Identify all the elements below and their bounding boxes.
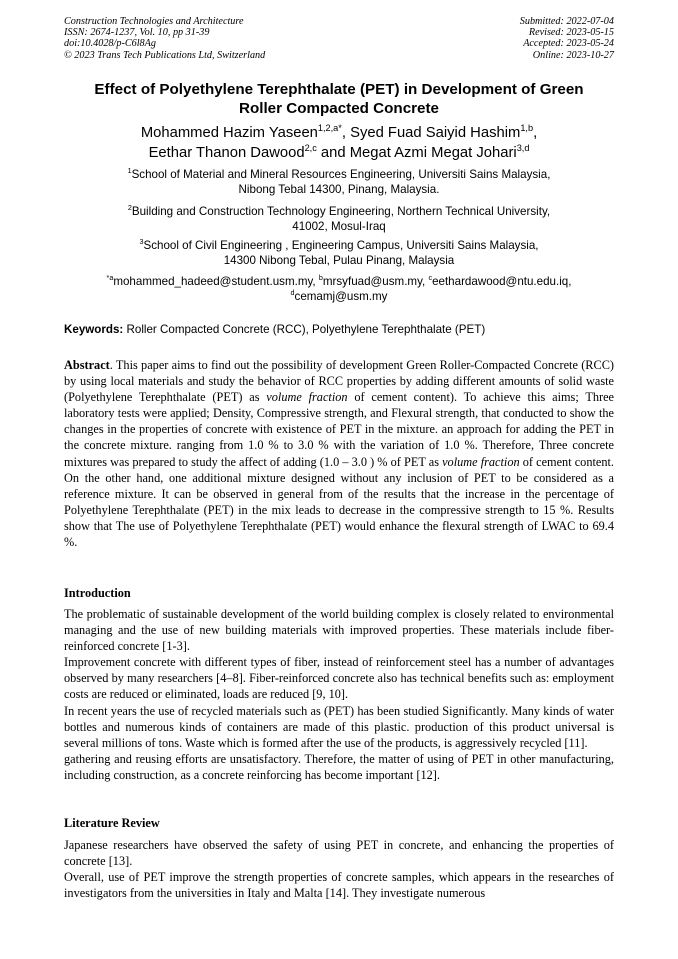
doi-line: doi:10.4028/p-C6l8Ag	[64, 38, 156, 50]
accepted-date: Accepted: 2023-05-24	[523, 38, 614, 50]
affiliation-1	[64, 168, 614, 197]
email-address: cemamj@usm.my	[294, 289, 388, 303]
title-line-2: Roller Compacted Concrete	[238, 99, 439, 117]
submitted-date: Submitted: 2022-07-04	[519, 16, 614, 27]
affiliation-superscript: 2	[127, 203, 132, 213]
abstract-text: of cement content). To achieve this aims; Three laboratory tests were applied; Density, Compressive strength, and Flexural strength, that conducted to show the changes in the properties of concrete with existence of PET in the mixture. an approach for adding the PET in the concrete mixture. ranging from 1.0 % to 3.0 % with the variation of 1.0 %. Therefore, Three concrete mixtures was prepared to study the affect of adding (1.0 – 3.0 ) % of PET as	[64, 390, 615, 469]
abstract-emphasis: volume fraction	[266, 390, 348, 405]
affiliation-superscript: 3	[139, 237, 144, 247]
author-separator: ,	[533, 125, 538, 141]
email-superscript: c	[428, 273, 433, 283]
email-superscript: *a	[106, 273, 114, 283]
email-superscript: d	[290, 287, 295, 297]
email-superscript: b	[318, 273, 323, 283]
authors-line-1	[64, 124, 614, 144]
journal-info	[64, 16, 265, 61]
authors-line-2	[64, 144, 614, 164]
publication-dates	[520, 16, 614, 61]
author-name: Syed Fuad Saiyid Hashim	[350, 125, 521, 141]
abstract-emphasis: volume fraction	[442, 454, 520, 469]
email-address: eethardawood@ntu.edu.iq,	[432, 275, 572, 288]
author-superscript: 3,d	[516, 142, 530, 153]
author-name: Mohammed Hazim Yaseen	[140, 125, 318, 141]
affiliation-superscript: 1	[127, 166, 132, 176]
author-conjunction: and	[316, 144, 350, 161]
email-list	[64, 275, 614, 304]
abstract-label: Abstract	[64, 358, 110, 372]
affiliation-text: School of Civil Engineering , Engineering Campus, Universiti Sains Malaysia,	[143, 239, 539, 252]
introduction-body	[64, 606, 614, 783]
author-name: Eethar Thanon Dawood	[148, 144, 305, 161]
affiliation-3	[64, 239, 614, 268]
copyright-line: © 2023 Trans Tech Publications Ltd, Switzerland	[64, 49, 266, 61]
paragraph: gathering and reusing efforts are unsatisfactory. Therefore, the matter of using of PET in other manufacturing, including construction, as a concrete reinforcing has become important [12].	[64, 751, 614, 782]
online-date: Online: 2023-10-27	[532, 49, 614, 61]
author-list	[64, 124, 614, 163]
keywords	[64, 322, 614, 337]
affiliation-text: 14300 Nibong Tebal, Pulau Pinang, Malaysia	[223, 253, 455, 267]
paragraph: Improvement concrete with different types of fiber, instead of reinforcement steel has a number of advantages observed by many researchers [4–8]. Fiber-reinforced concrete also has technical benefits such as: employment costs are reduced or eliminated, loads are reduced [9, 10].	[64, 655, 614, 702]
affiliation-text: School of Material and Mineral Resources Engineering, Universiti Sains Malaysia,	[131, 168, 551, 181]
author-superscript: 2,c	[304, 142, 317, 153]
literature-review-body	[64, 837, 614, 901]
issn-line: ISSN: 2674-1237, Vol. 10, pp 31-39	[64, 27, 210, 39]
author-superscript: 1,b	[520, 123, 534, 134]
paragraph: Japanese researchers have observed the safety of using PET in concrete, and enhancing the properties of concrete [13].	[64, 838, 614, 869]
paragraph: In recent years the use of recycled materials such as (PET) has been studied Significantly. Many kinds of water bottles and numerous kinds of containers are made of this plastic. production of this product universal is several millions of tons. Waste which is formed after the use of the products, is aggressively recycled [11].	[64, 703, 614, 750]
keywords-label: Keywords:	[64, 323, 124, 336]
author-superscript: 1,2,a*	[317, 123, 342, 134]
author-name: Megat Azmi Megat Johari	[349, 144, 517, 161]
affiliation-text: Building and Construction Technology Engineering, Northern Technical University,	[131, 205, 551, 218]
paragraph: Overall, use of PET improve the strength properties of concrete samples, which appears in the researches of investigators from the universities in Italy and Malta [14]. They investigate numerous	[64, 870, 614, 901]
email-address: mohammed_hadeed@student.usm.my,	[113, 275, 319, 288]
revised-date: Revised: 2023-05-15	[528, 27, 614, 39]
affiliation-text: Nibong Tebal 14300, Pinang, Malaysia.	[238, 182, 440, 196]
paper-title	[64, 81, 614, 118]
abstract	[64, 357, 614, 550]
author-separator: ,	[341, 125, 351, 141]
abstract-text: . This paper aims to find out the possibility of development Green Roller-Compacted Concrete (RCC) by using local materials and study the behavior of RCC properties by adding different amounts of solid waste (Polyethylene Terephthalate (PET) as	[64, 358, 614, 405]
journal-name: Construction Technologies and Architecture	[64, 16, 244, 27]
literature-review-heading: Literature Review	[64, 816, 160, 830]
affiliation-text: 41002, Mosul-Iraq	[292, 219, 386, 233]
abstract-text: of cement content. On the other hand, one additional mixture designed without any inclusion of PET to be considered as a reference mixture. It can be observed in general from of the results that the increase in the percentage of Polyethylene Terephthalate (PET) in the mix leads to decrease in the compressive strength to 15 %. Results show that The use of Polyethylene Terephthalate (PET) would enhance the flexural strength of LWAC to 69.4 %.	[64, 454, 614, 550]
email-address: mrsyfuad@usm.my,	[322, 275, 429, 288]
introduction-heading: Introduction	[64, 586, 131, 600]
paragraph: The problematic of sustainable development of the world building complex is closely related to environmental managing and the use of new building materials with improved properties. These materials include fiber-reinforced concrete [1-3].	[64, 607, 614, 654]
title-line-1: Effect of Polyethylene Terephthalate (PET) in Development of Green	[94, 81, 584, 98]
affiliation-2	[64, 205, 614, 234]
keywords-text: Roller Compacted Concrete (RCC), Polyethylene Terephthalate (PET)	[123, 323, 486, 336]
